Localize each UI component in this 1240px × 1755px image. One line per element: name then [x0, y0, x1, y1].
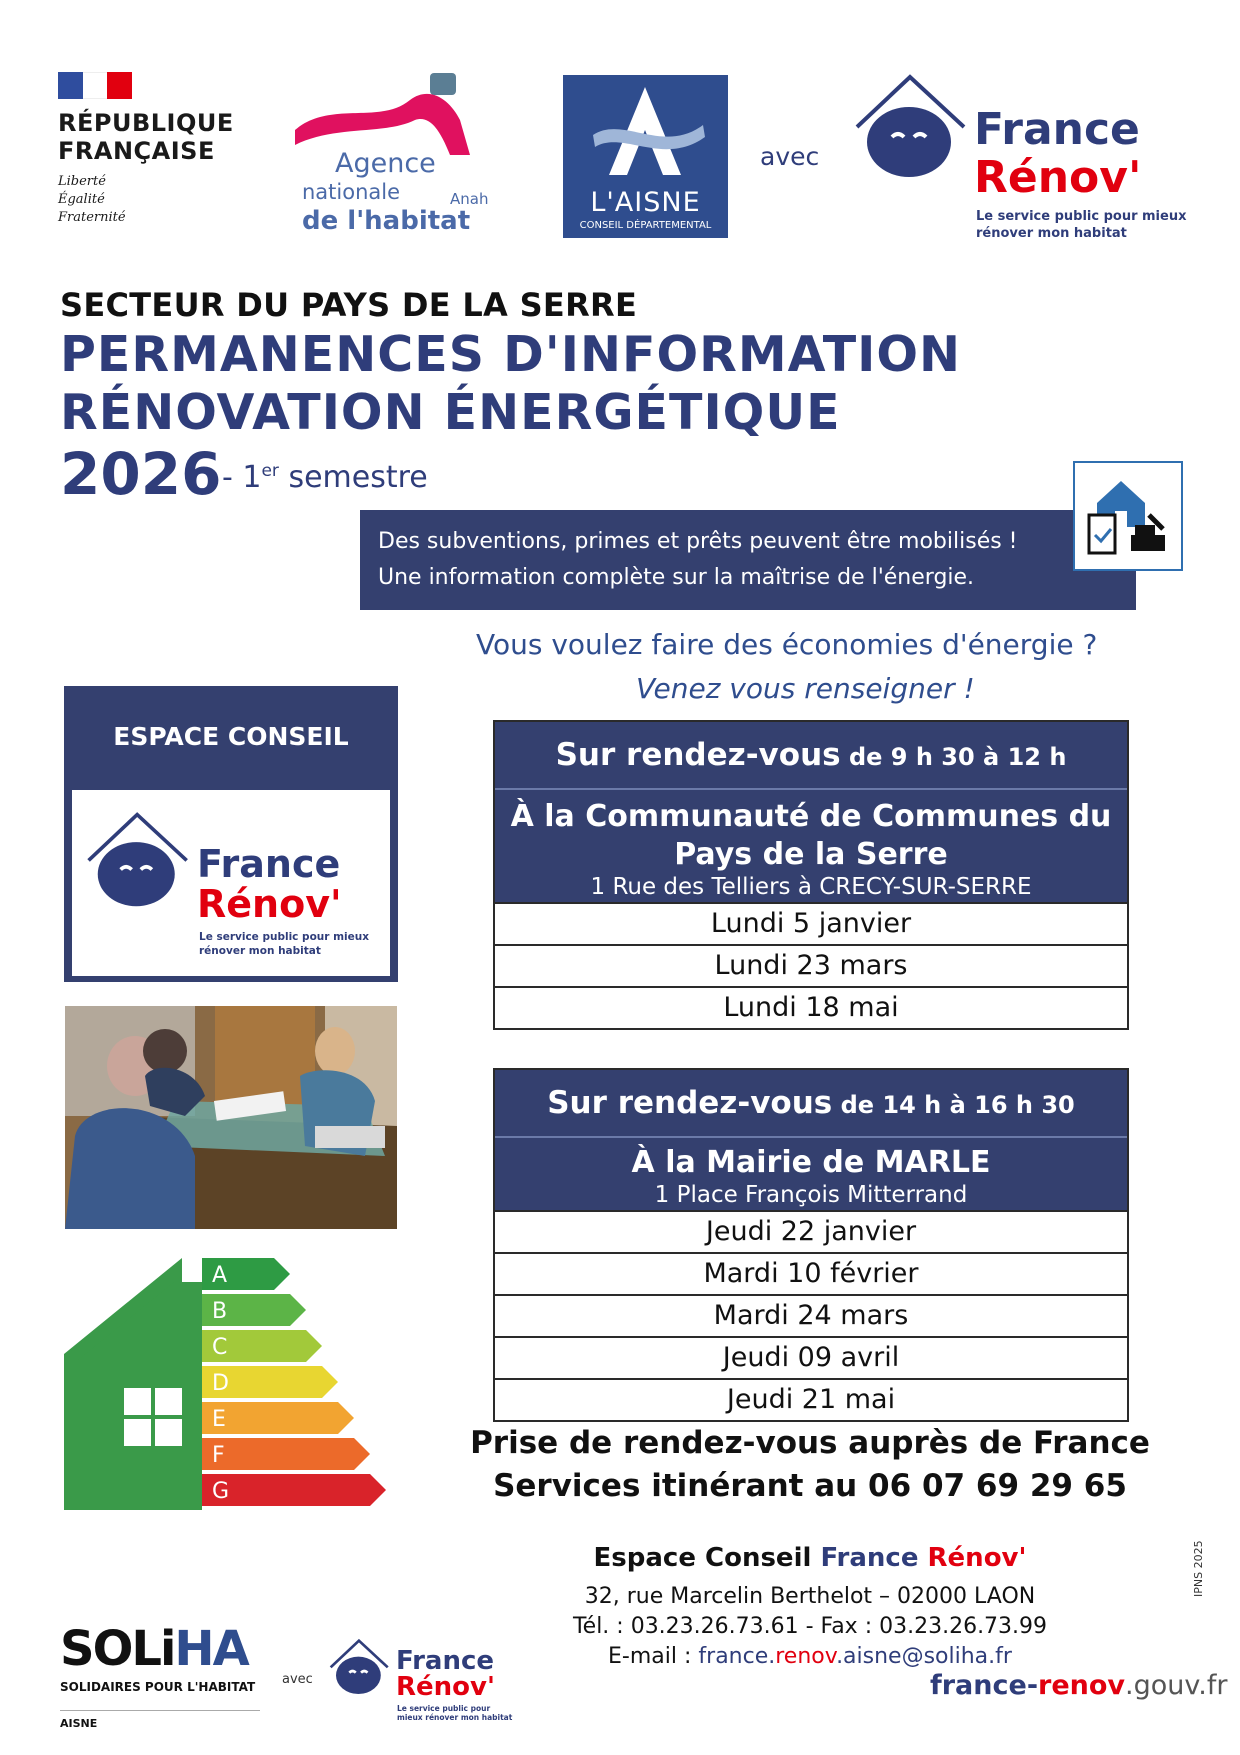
email-label: E-mail :: [608, 1644, 699, 1669]
email-part-c: .aisne@soliha.fr: [836, 1644, 1012, 1669]
energy-class-b: [202, 1294, 306, 1326]
consultation-photo: [65, 1006, 397, 1229]
energy-class-d: [202, 1366, 338, 1398]
semester-prefix: - 1: [222, 460, 262, 495]
avec-footer-label: avec: [282, 1672, 313, 1687]
rdv-hours: de 14 h à 16 h 30: [832, 1091, 1075, 1119]
year: 2026: [60, 440, 222, 508]
date-row: Mardi 10 février: [495, 1252, 1127, 1294]
rdv-label: Sur rendez-vous: [547, 1085, 833, 1121]
date-row: Jeudi 09 avril: [495, 1336, 1127, 1378]
place-address: 1 Place François Mitterrand: [654, 1182, 968, 1208]
france-renov-house-icon: [84, 810, 194, 920]
aisne-name: L'AISNE: [590, 187, 701, 218]
motto-egalite: Égalité: [58, 192, 105, 207]
avec-label: avec: [760, 142, 820, 171]
place-address: 1 Rue des Telliers à CRECY-SUR-SERRE: [590, 874, 1032, 900]
place-line2: Pays de la Serre: [674, 837, 948, 872]
energy-class-label: G: [212, 1479, 230, 1504]
france-renov-tagline: Le service public pour mieux rénover mon habitat: [976, 209, 1187, 241]
main-title-line1: PERMANENCES D'INFORMATION: [60, 326, 962, 383]
rdv-label: Sur rendez-vous: [555, 737, 841, 773]
website-link[interactable]: [930, 1670, 1227, 1701]
renov-word: Rénov': [396, 1672, 495, 1702]
main-title-line2: RÉNOVATION ÉNERGÉTIQUE: [60, 384, 841, 441]
aisne-logo: [563, 75, 728, 238]
soliha-aisne: AISNE: [60, 1717, 98, 1730]
soliha-logo: [60, 1621, 280, 1730]
info-line2: Une information complète sur la maîtrise de l'énergie.: [378, 565, 975, 590]
schedule-marle-place: [495, 1138, 1127, 1210]
anah-line1: Agence: [335, 148, 436, 179]
energy-class-f: [202, 1438, 370, 1470]
house-checklist-icon: [1073, 461, 1183, 571]
booking-line2: Services itinérant au 06 07 69 29 65: [493, 1468, 1127, 1504]
energy-class-c: [202, 1330, 322, 1362]
france-renov-logo-mid: [72, 790, 390, 976]
schedule-marle-hours: [495, 1070, 1127, 1136]
renov-word: Rénov': [197, 882, 342, 926]
schedule-marle: [493, 1068, 1129, 1422]
info-line1: Des subventions, primes et prêts peuvent être mobilisés !: [378, 529, 1018, 554]
republique-line1: RÉPUBLIQUE: [58, 109, 234, 137]
contact-title-c: Rénov': [927, 1543, 1027, 1573]
aisne-sub: CONSEIL DÉPARTEMENTAL: [579, 220, 712, 231]
contact-phone: Tél. : 03.23.26.73.61 - Fax : 03.23.26.73.99: [572, 1614, 1048, 1639]
sector-title: SECTEUR DU PAYS DE LA SERRE: [60, 286, 638, 324]
france-renov-house-icon: [328, 1638, 392, 1702]
question-renseigner: Venez vous renseigner !: [636, 672, 975, 705]
date-row: Lundi 23 mars: [495, 944, 1127, 986]
france-word: France: [197, 842, 341, 886]
france-renov-tagline: Le service public pour mieux rénover mon habitat: [199, 931, 369, 957]
booking-info: [470, 1422, 1150, 1508]
espace-conseil-title: ESPACE CONSEIL: [113, 722, 349, 751]
energy-class-label: C: [212, 1335, 228, 1360]
france-word: France: [974, 104, 1140, 155]
date-row: Mardi 24 mars: [495, 1294, 1127, 1336]
semester-sup: er: [261, 461, 279, 481]
anah-short: Anah: [450, 190, 489, 208]
info-box: [360, 510, 1136, 610]
booking-line1: Prise de rendez-vous auprès de France: [470, 1425, 1150, 1461]
soliha-word-b: HA: [174, 1621, 248, 1677]
aisne-a-icon: [563, 75, 728, 185]
contact-title-b: France: [820, 1543, 928, 1573]
renov-word: Rénov': [974, 152, 1142, 203]
france-renov-house-icon: [852, 72, 972, 192]
energy-class-label: B: [212, 1299, 228, 1324]
anah-line3: de l'habitat: [302, 206, 471, 236]
france-renov-tagline: Le service public pour mieux rénover mon habitat: [397, 1704, 513, 1722]
motto-fraternite: Fraternité: [58, 210, 126, 225]
contact-address: 32, rue Marcelin Berthelot – 02000 LAON: [584, 1584, 1036, 1609]
republique-line2: FRANÇAISE: [58, 137, 215, 165]
date-row: Lundi 18 mai: [495, 986, 1127, 1028]
date-row: Jeudi 21 mai: [495, 1378, 1127, 1420]
anah-line2: nationale: [302, 180, 401, 204]
energy-class-a: [202, 1258, 290, 1290]
date-row: Jeudi 22 janvier: [495, 1210, 1127, 1252]
energy-label-graphic: [64, 1258, 404, 1510]
site-part-a: france-: [930, 1670, 1039, 1701]
espace-conseil-logo-panel: [72, 790, 390, 976]
france-renov-logo-footer: [328, 1628, 528, 1723]
contact-title-a: Espace Conseil: [593, 1543, 821, 1573]
motto-liberte: Liberté: [58, 174, 106, 189]
contact-email[interactable]: [560, 1642, 1060, 1672]
semester-suffix: semestre: [278, 460, 428, 495]
espace-conseil-box: [64, 686, 398, 982]
contact-title: [560, 1540, 1060, 1576]
contact-block: [560, 1540, 1060, 1672]
site-part-c: .gouv.fr: [1125, 1670, 1228, 1701]
ipns-label: IPNS 2025: [1192, 1540, 1205, 1597]
place-line1: À la Communauté de Communes du: [510, 799, 1112, 834]
date-row: Lundi 5 janvier: [495, 902, 1127, 944]
semester: [222, 460, 428, 495]
soliha-sub: SOLIDAIRES POUR L'HABITAT: [60, 1680, 256, 1694]
energy-class-label: E: [212, 1407, 226, 1432]
email-part-b: renov: [775, 1644, 837, 1669]
energy-class-label: A: [212, 1263, 228, 1288]
place-line1: À la Mairie de MARLE: [631, 1145, 991, 1180]
soliha-word-a: SOLi: [60, 1621, 175, 1677]
anah-swoosh-icon: [290, 70, 495, 160]
energy-classes-chart: [64, 1258, 404, 1510]
energy-class-g: [202, 1474, 386, 1506]
anah-logo: [290, 70, 495, 240]
republique-francaise-logo: [58, 72, 248, 227]
schedule-crecy-hours: [495, 722, 1127, 788]
question-economies: Vous voulez faire des économies d'énergie ?: [476, 628, 1098, 661]
france-renov-logo-top: [852, 72, 1192, 242]
soliha-word: [60, 1621, 280, 1677]
schedule-crecy-place: [495, 790, 1127, 902]
french-flag-icon: [58, 72, 132, 99]
energy-class-e: [202, 1402, 354, 1434]
energy-class-label: F: [212, 1443, 225, 1468]
schedule-crecy: [493, 720, 1129, 1030]
site-part-b: renov: [1038, 1670, 1126, 1701]
email-part-a: france.: [698, 1644, 776, 1669]
france-word: France: [396, 1646, 495, 1676]
rdv-hours: de 9 h 30 à 12 h: [840, 743, 1067, 771]
energy-class-label: D: [212, 1371, 229, 1396]
